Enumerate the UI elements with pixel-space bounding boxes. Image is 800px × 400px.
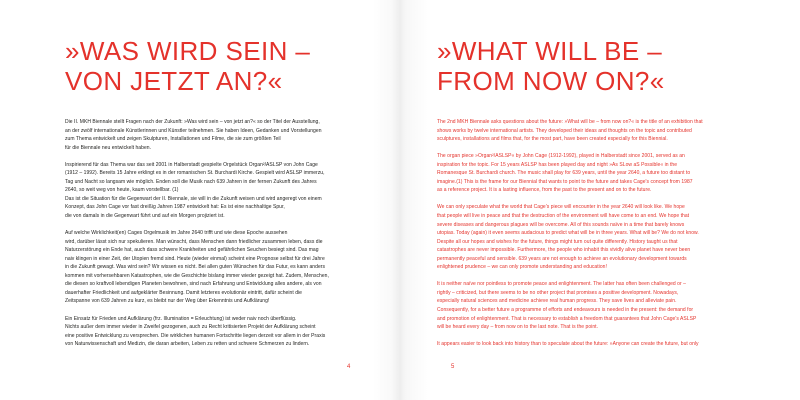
- text-line: especially natural sciences and medicine achieve real human progress. They save lives and alleviate pain.: [437, 298, 677, 305]
- right-page-title: [437, 36, 665, 96]
- paragraph: [65, 118, 329, 152]
- text-line: naiv klingen in einer Zeit, der Utopien fremd sind. Heute (wieder einmal) scheint eine Prognose selbst für drei Jahre: [65, 255, 325, 262]
- page-number-left: 4: [347, 364, 351, 370]
- text-line: will be heard every day – from now on to the last note. That is the point.: [437, 324, 599, 331]
- text-line: die diesen so kraftvoll lebendigen Planeten bewohnen, sind nach Erfahrung und Entwicklung alles andere, als von: [65, 281, 322, 288]
- text-line: as a reference project. It is a lasting influence, from the past to the present and on to the future.: [437, 187, 652, 194]
- text-line: enlightened prudence – we can only promote understanding and education!: [437, 264, 607, 271]
- text-line: We can only speculate what the world that Cage's piece will encounter in the year 2640 will look like. We hope: [437, 204, 685, 211]
- text-line: Romanesque St. Burchardi church. The music shall play for 639 years, until the year 2640, a future too distant to: [437, 170, 691, 177]
- paragraph: [437, 203, 703, 271]
- text-line: The organ piece »Organ²/ASLSP« by John Cage (1912-1992), played in Halberstadt since 2001, served as an: [437, 153, 685, 160]
- paragraph: [437, 340, 703, 349]
- text-line: shows works by twelve international artists. They developed their ideas and thoughts on the topic and contributed: [437, 127, 692, 134]
- text-line: sculptures, installations and films that, for the most part, have been created especially for this Biennial.: [437, 136, 668, 143]
- text-line: (1912 – 1992). Bereits 15 Jahre erklingt es in der romanischen St. Burchardi Kirche. Gespielt wird ASLSP immerzu,: [65, 170, 325, 177]
- right-page-body: [437, 118, 703, 357]
- text-line: Zeitspanne von 639 Jahren zu kurz, es bleibt nur der Weg über Erkenntnis und Aufklärung!: [65, 298, 270, 305]
- left-page-title: [65, 36, 310, 96]
- text-line: utopias. Today (again) it even seems audacious to predict what will be in three years. What will be? We do not know.: [437, 230, 699, 237]
- text-line: 2640, so weit weg von heute, kaum vorstellbar. (1): [65, 187, 179, 194]
- text-line: It is neither naïve nor pointless to promote peace and enlightenment. The latter has often been challenged or –: [437, 281, 686, 288]
- text-line: inspiration for the topic. For 15 years ASLSP has been played day and night »As SLow aS Possible« in the: [437, 161, 678, 168]
- text-line: Ein Einsatz für Frieden und Aufklärung (frz. Illumination = Erleuchtung) ist weder naiv noch überflüssig.: [65, 315, 297, 322]
- text-line: Das ist die Situation für die Gegenwart der II. Biennale, sie will in die Zukunft weisen und wird angeregt von einem: [65, 195, 322, 202]
- text-line: The 2nd MKH Biennale asks questions about the future: »What will be – from now on?« is the title of an exhibition that: [437, 119, 703, 125]
- text-line: Tag und Nacht so langsam wie möglich. Enden soll die Musik nach 639 Jahren in der fernen Zukunft des Jahres: [65, 178, 317, 185]
- text-line: catastrophes are never impossible. Furthermore, the people who inhabit this vividly alive planet have never been: [437, 247, 691, 254]
- paragraph: [65, 161, 329, 221]
- text-line: permanently peaceful and sensible. 639 years are not enough to achieve an evolutionary development towards: [437, 255, 687, 262]
- page-number-right: 5: [451, 364, 455, 370]
- text-line: imagine.(1) This is the frame for our Biennial that wants to point to the future and takes Cage's concept from 1987: [437, 178, 693, 185]
- text-line: für die Biennale neu entwickelt haben.: [65, 144, 152, 151]
- text-line: Naturzerstörung ein Ende hat, auch dass schwere Krankheiten und gefährlichen Seuchen besiegt sind. Das mag: [65, 247, 319, 254]
- title-line: »WAS WIRD SEIN –: [65, 36, 311, 66]
- text-line: zum Thema entwickelt und zeigen Skulpturen, Installationen und Filme, die sie zum größten Teil: [65, 136, 281, 143]
- right-page: [400, 0, 800, 400]
- text-line: Konzept, das John Cage vor fast dreißig Jahren 1987 entwickelt hat: Es ist eine nachhaltige Spur,: [65, 204, 285, 211]
- text-line: Die II. MKH Biennale stellt Fragen nach der Zukunft: »Was wird sein – von jetzt an?« so der Titel der Ausstellung,: [65, 119, 320, 125]
- text-line: Despite all our hopes and wishes for the future, things might turn out quite differently. History taught us that: [437, 238, 678, 245]
- text-line: Consequently, for a better future a programme of efforts and endeavours is needed in the present: the demand for: [437, 307, 694, 314]
- left-page-body: [65, 118, 329, 357]
- text-line: in die Zukunft gewagt. Was wird sein? Wir wissen es nicht. Bei allen guten Wünschen für das Futur, es kann anders: [65, 264, 326, 271]
- paragraph: [65, 229, 329, 306]
- text-line: Auf welche Wirklichkeit(en) Cages Orgelmusik im Jahre 2640 trifft und wie diese Epoche aussehen: [65, 230, 288, 237]
- title-line: FROM NOW ON?«: [437, 66, 665, 96]
- text-line: It appears easier to look back into history than to speculate about the future: »Anyone can create the future, but only: [437, 341, 699, 348]
- paragraph: [437, 152, 703, 195]
- text-line: and promotion of enlightenment. That is necessary to establish a freedom that guarantees that John Cage's ASLSP: [437, 315, 697, 322]
- text-line: severe diseases and dangerous plagues will be overcome. All of this sounds naïve in a time that barely knows: [437, 221, 685, 228]
- text-line: Nichts außer dem immer wieder in Zweifel gezogenen, auch zu Recht kritisierten Projekt der Aufklärung scheint: [65, 324, 316, 331]
- paragraph: [437, 118, 703, 144]
- text-line: an der zwölf internationale Künstlerinnen und Künstler teilnehmen. Sie haben Ideen, Gedanken und Vorstellungen: [65, 127, 322, 134]
- paragraph: [65, 315, 329, 349]
- paragraph: [437, 280, 703, 331]
- text-line: that people will live in peace and that the destruction of the environment will have come to an end. We hope that: [437, 213, 690, 220]
- text-line: dauerhafter Friedlichkeit und aufgeklärter Besinnung. Damit letzteres evolutionär eintritt, dafür scheint die: [65, 289, 302, 296]
- text-line: wird, darüber lässt sich nur spekulieren. Man wünscht, dass Menschen dann friedlicher zusammen leben, dass die: [65, 238, 323, 245]
- text-line: die von damals in die Gegenwart führt und auf ein Morgen projiziert ist.: [65, 213, 225, 220]
- title-line: »WHAT WILL BE –: [437, 36, 663, 66]
- text-line: von Naturwissenschaft und Medizin, die daran arbeiten, Leben zu retten und schwere Schmerzen zu lindern.: [65, 341, 310, 348]
- text-line: Inspirierend für das Thema war das seit 2001 in Halberstadt gespielte Orgelstück Organ²/ASLSP von John Cage: [65, 161, 318, 168]
- text-line: rightly – criticized, but there seems to be no other project that promises a positive development. Nowadays,: [437, 289, 679, 296]
- text-line: kommen mit vorhersehbaren Katastrophen, wie die Geschichte bislang immer wieder gezeigt hat. Zudem, Menschen,: [65, 272, 329, 279]
- text-line: eine positive Entwicklung zu versprechen. Die wirklichen humanen Fortschritte liegen derzeit vor allem in der Praxis: [65, 332, 326, 339]
- title-line: VON JETZT AN?«: [65, 66, 283, 96]
